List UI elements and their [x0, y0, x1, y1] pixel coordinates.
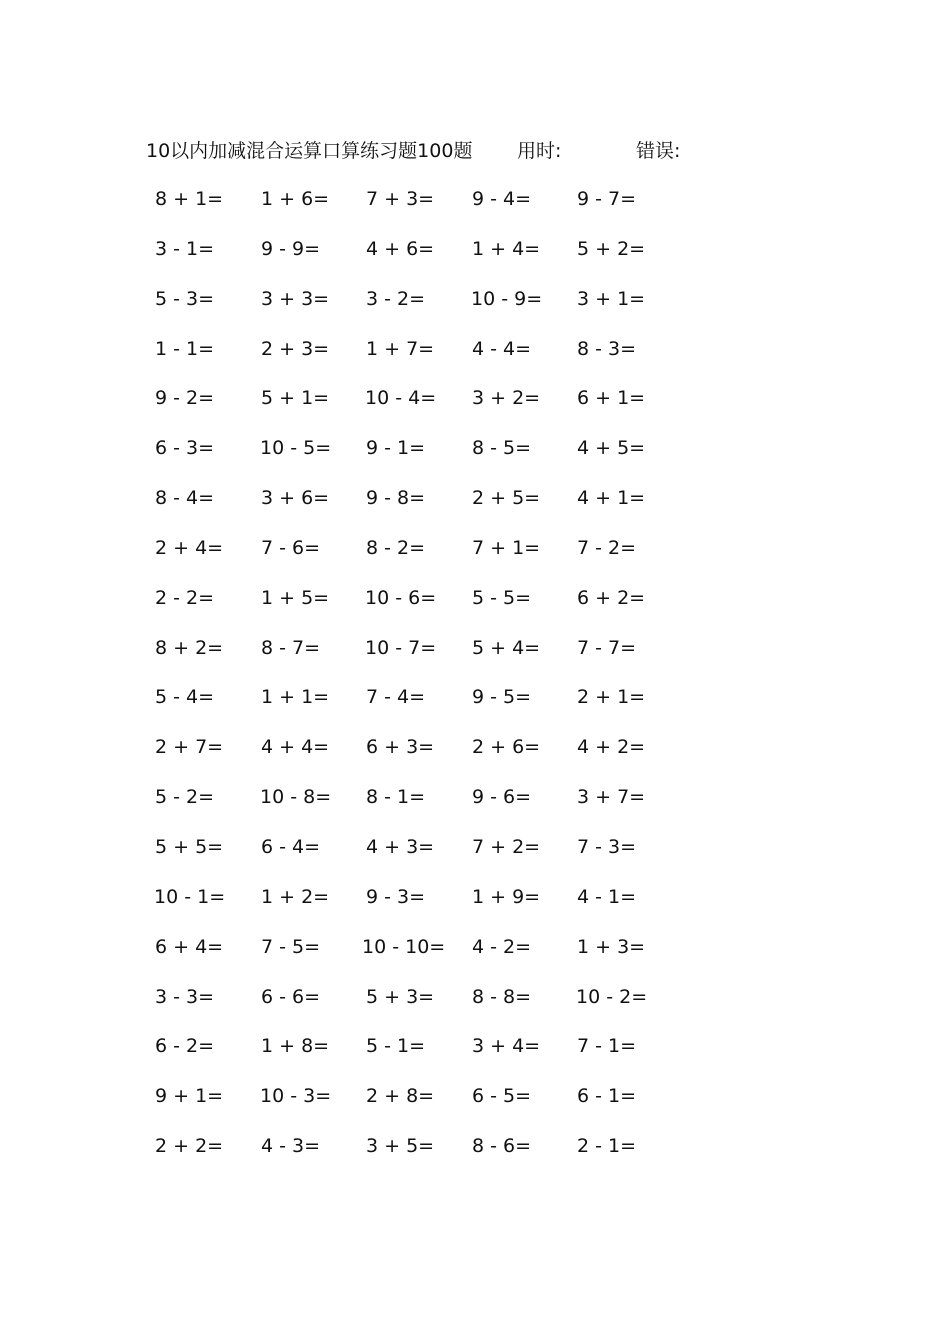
problem-cell: 10 - 2=	[576, 985, 648, 1008]
problem-cell: 3 - 3=	[155, 985, 215, 1008]
worksheet-header	[146, 136, 681, 166]
problem-row	[150, 184, 710, 234]
problem-cell: 5 - 3=	[155, 287, 215, 310]
problem-cell: 5 + 3=	[366, 985, 435, 1008]
problem-cell: 5 + 1=	[261, 387, 330, 410]
problem-row	[150, 334, 710, 384]
problem-cell: 4 + 2=	[577, 736, 646, 759]
problem-cell: 4 - 3=	[261, 1135, 321, 1158]
problem-cell: 3 - 2=	[366, 287, 426, 310]
problem-row	[150, 832, 710, 882]
problem-cell: 4 - 1=	[577, 885, 637, 908]
problem-cell: 1 + 2=	[261, 885, 330, 908]
errors-label: 错误:	[636, 140, 681, 162]
problem-cell: 9 - 2=	[155, 387, 215, 410]
problem-cell: 9 - 6=	[472, 786, 532, 809]
problem-row	[150, 882, 710, 932]
problem-cell: 1 + 3=	[577, 935, 646, 958]
problem-row	[150, 633, 710, 683]
problem-cell: 6 - 4=	[261, 835, 321, 858]
problem-cell: 9 - 4=	[472, 188, 532, 210]
problem-row	[150, 234, 710, 284]
problem-cell: 2 + 3=	[261, 337, 330, 360]
problem-cell: 6 + 3=	[366, 736, 435, 759]
problem-cell: 10 - 4=	[365, 387, 437, 410]
problem-cell: 6 - 6=	[261, 985, 321, 1008]
problem-row	[150, 1131, 710, 1181]
problem-cell: 1 + 6=	[261, 188, 330, 210]
problem-cell: 8 - 4=	[155, 487, 215, 510]
problem-cell: 4 + 6=	[366, 237, 435, 260]
problem-cell: 1 + 1=	[261, 686, 330, 709]
time-label: 用时:	[517, 140, 562, 162]
problem-cell: 8 - 6=	[472, 1135, 532, 1158]
problem-cell: 9 - 8=	[366, 487, 426, 510]
problem-cell: 9 + 1=	[155, 1085, 224, 1108]
problem-cell: 7 - 5=	[261, 935, 321, 958]
problem-cell: 8 - 2=	[366, 536, 426, 559]
problem-cell: 3 + 3=	[261, 287, 330, 310]
problem-cell: 6 - 2=	[155, 1035, 215, 1058]
problem-cell: 3 + 1=	[577, 287, 646, 310]
problem-cell: 4 - 4=	[472, 337, 532, 360]
problem-cell: 5 - 5=	[472, 586, 532, 609]
problem-cell: 1 + 7=	[366, 337, 435, 360]
problem-cell: 7 - 2=	[577, 536, 637, 559]
problem-cell: 7 - 4=	[366, 686, 426, 709]
problem-cell: 9 - 1=	[366, 437, 426, 460]
problem-cell: 2 + 1=	[577, 686, 646, 709]
problem-cell: 8 - 5=	[472, 437, 532, 460]
problem-cell: 7 - 7=	[577, 636, 637, 659]
problem-cell: 6 - 3=	[155, 437, 215, 460]
problem-cell: 6 - 5=	[472, 1085, 532, 1108]
problem-row	[150, 682, 710, 732]
problem-cell: 3 + 4=	[472, 1035, 541, 1058]
problem-cell: 4 + 4=	[261, 736, 330, 759]
problem-cell: 6 - 1=	[577, 1085, 637, 1108]
problem-cell: 10 - 3=	[260, 1085, 332, 1108]
problem-cell: 4 + 1=	[577, 487, 646, 510]
problem-cell: 7 + 3=	[366, 188, 435, 210]
problem-cell: 10 - 5=	[260, 437, 332, 460]
problem-cell: 5 + 2=	[577, 237, 646, 260]
problem-row	[150, 732, 710, 782]
problem-cell: 8 - 7=	[261, 636, 321, 659]
problem-cell: 2 - 2=	[155, 586, 215, 609]
problem-cell: 1 + 5=	[261, 586, 330, 609]
problem-cell: 7 - 1=	[577, 1035, 637, 1058]
problem-cell: 7 + 2=	[472, 835, 541, 858]
problem-cell: 10 - 9=	[471, 287, 543, 310]
problem-row	[150, 982, 710, 1032]
problem-cell: 4 - 2=	[472, 935, 532, 958]
worksheet-title: 10以内加减混合运算口算练习题100题	[146, 140, 473, 162]
problem-row	[150, 1081, 710, 1131]
problem-grid	[150, 184, 710, 1181]
problem-cell: 3 + 6=	[261, 487, 330, 510]
problem-cell: 5 - 1=	[366, 1035, 426, 1058]
problem-cell: 5 - 4=	[155, 686, 215, 709]
problem-cell: 6 + 2=	[577, 586, 646, 609]
problem-cell: 8 - 1=	[366, 786, 426, 809]
problem-cell: 8 - 3=	[577, 337, 637, 360]
problem-cell: 2 + 4=	[155, 536, 224, 559]
problem-row	[150, 383, 710, 433]
problem-cell: 6 + 1=	[577, 387, 646, 410]
problem-cell: 2 + 2=	[155, 1135, 224, 1158]
problem-row	[150, 533, 710, 583]
problem-row	[150, 583, 710, 633]
problem-cell: 7 - 3=	[577, 835, 637, 858]
problem-cell: 6 + 4=	[155, 935, 224, 958]
problem-cell: 10 - 10=	[362, 935, 446, 958]
problem-cell: 3 - 1=	[155, 237, 215, 260]
problem-cell: 1 + 4=	[472, 237, 541, 260]
problem-cell: 8 - 8=	[472, 985, 532, 1008]
problem-cell: 9 - 9=	[261, 237, 321, 260]
problem-cell: 7 - 6=	[261, 536, 321, 559]
problem-cell: 10 - 8=	[260, 786, 332, 809]
problem-cell: 1 + 9=	[472, 885, 541, 908]
problem-cell: 1 - 1=	[155, 337, 215, 360]
problem-cell: 2 + 5=	[472, 487, 541, 510]
problem-cell: 9 - 3=	[366, 885, 426, 908]
problem-cell: 2 + 7=	[155, 736, 224, 759]
problem-row	[150, 1031, 710, 1081]
problem-cell: 5 + 4=	[472, 636, 541, 659]
problem-cell: 4 + 3=	[366, 835, 435, 858]
problem-cell: 10 - 6=	[365, 586, 437, 609]
problem-cell: 8 + 2=	[155, 636, 224, 659]
problem-cell: 3 + 5=	[366, 1135, 435, 1158]
problem-cell: 1 + 8=	[261, 1035, 330, 1058]
problem-cell: 5 - 2=	[155, 786, 215, 809]
problem-cell: 9 - 5=	[472, 686, 532, 709]
problem-row	[150, 483, 710, 533]
problem-cell: 5 + 5=	[155, 835, 224, 858]
problem-row	[150, 782, 710, 832]
problem-row	[150, 932, 710, 982]
problem-cell: 8 + 1=	[155, 188, 224, 210]
problem-cell: 7 + 1=	[472, 536, 541, 559]
problem-cell: 4 + 5=	[577, 437, 646, 460]
problem-cell: 3 + 7=	[577, 786, 646, 809]
problem-row	[150, 284, 710, 334]
problem-cell: 9 - 7=	[577, 188, 637, 210]
problem-cell: 3 + 2=	[472, 387, 541, 410]
problem-cell: 10 - 7=	[365, 636, 437, 659]
problem-cell: 2 + 6=	[472, 736, 541, 759]
problem-cell: 2 - 1=	[577, 1135, 637, 1158]
problem-cell: 10 - 1=	[154, 885, 226, 908]
problem-cell: 2 + 8=	[366, 1085, 435, 1108]
problem-row	[150, 433, 710, 483]
